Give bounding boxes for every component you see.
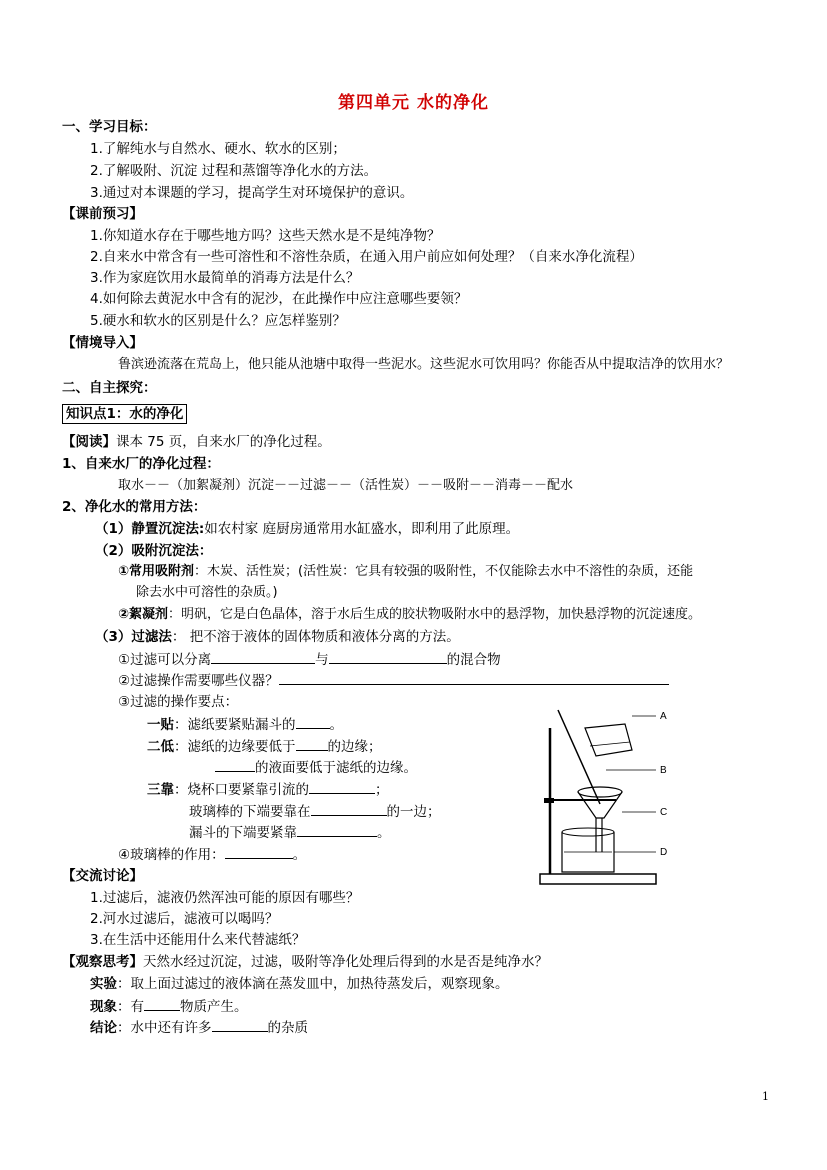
phenomenon-label: 现象 <box>90 999 117 1015</box>
preview-item: 4.如何除去黄泥水中含有的泥沙，在此操作中应注意哪些要领？ <box>90 291 468 307</box>
blank-field[interactable] <box>144 997 180 1011</box>
one-stick-text: ：滤纸要紧贴漏斗的 <box>174 717 296 733</box>
q1-text-c: 的混合物 <box>446 652 501 668</box>
label-a: A <box>660 711 667 722</box>
flocculant-text: ：明矾，它是白色晶体，溶于水后生成的胶状物吸附水中的悬浮物，加快悬浮物的沉淀速度。 <box>168 607 702 622</box>
lean3-text-a: 漏斗的下端要紧靠 <box>189 825 297 841</box>
filtration-q1 <box>118 650 501 669</box>
method-settling-label: （1）静置沉淀法: <box>95 521 205 537</box>
scenario-text: 鲁滨逊流落在荒岛上，他只能从池塘中取得一些泥水。这些泥水可饮用吗？你能否从中提取洁净的饮用水？ <box>118 357 730 372</box>
one-stick-end: 。 <box>329 717 343 733</box>
discuss-item: 3.在生活中还能用什么来代替滤纸？ <box>90 932 306 948</box>
experiment-text: ：取上面过滤过的液体滴在蒸发皿中，加热待蒸发后，观察现象。 <box>117 976 509 992</box>
observe-line <box>62 953 548 971</box>
conclusion-line <box>90 1018 308 1037</box>
page-number: 1 <box>762 1090 769 1103</box>
methods-heading: 2、净化水的常用方法： <box>62 499 207 515</box>
method-filtration-label: （3）过滤法 <box>95 629 172 645</box>
blank-field[interactable] <box>329 650 447 664</box>
two-low-2-text: 的液面要低于滤纸的边缘。 <box>255 760 417 776</box>
observe-heading: 【观察思考】 <box>62 954 143 970</box>
conclusion-text-a: ：水中还有许多 <box>117 1020 212 1036</box>
scenario-heading: 【情境导入】 <box>62 335 143 351</box>
three-lean-end: ； <box>375 782 389 798</box>
observe-text: 天然水经过沉淀，过滤，吸附等净化处理后得到的水是否是纯净水？ <box>143 954 548 970</box>
preview-item: 3.作为家庭饮用水最简单的消毒方法是什么？ <box>90 270 360 286</box>
read-line <box>62 433 331 451</box>
blank-field[interactable] <box>297 823 377 837</box>
three-lean-2 <box>189 802 441 821</box>
preview-item: 5.硬水和软水的区别是什么？应怎样鉴别？ <box>90 313 346 329</box>
label-c: C <box>660 807 668 818</box>
section-2-heading: 二、自主探究： <box>62 380 157 396</box>
q1-text-a: ①过滤可以分离 <box>118 652 212 668</box>
stand-base <box>540 874 656 884</box>
experiment-label: 实验 <box>90 976 117 992</box>
process-flow: 取水－－（加絮凝剂）沉淀－－过滤－－（活性炭）－－吸附－－消毒－－配水 <box>118 478 574 493</box>
q4-text-a: ④玻璃棒的作用： <box>118 847 225 863</box>
adsorbent-label: ①常用吸附剂 <box>118 564 195 579</box>
goal-item: 1.了解纯水与自然水、硬水、软水的区别； <box>90 141 346 157</box>
read-label: 【阅读】 <box>62 434 116 450</box>
lean3-text-b: 。 <box>377 825 391 841</box>
lean2-text-b: 的一边； <box>386 804 441 820</box>
q4-text-b: 。 <box>292 847 307 863</box>
goal-item: 3.通过对本课题的学习，提高学生对环境保护的意识。 <box>90 185 414 201</box>
read-text: 课本 75 页，自来水厂的净化过程。 <box>116 434 331 450</box>
preview-item: 2.自来水中常含有一些可溶性和不溶性杂质，在通入用户前应如何处理？（自来水净化流程） <box>90 249 643 265</box>
three-lean-label: 三靠 <box>147 782 174 798</box>
beaker-liquid <box>590 742 630 746</box>
two-low-label: 二低 <box>147 739 174 755</box>
adsorbent-text: ：木炭、活性炭；(活性炭：它具有较强的吸附性，不仅能除去水中不溶性的杂质，还能 <box>194 564 694 579</box>
flocculant-label: ②絮凝剂 <box>118 607 169 622</box>
process-heading: 1、自来水厂的净化过程： <box>62 456 220 472</box>
pouring-beaker <box>585 724 632 756</box>
page-title: 第四单元 水的净化 <box>338 93 489 113</box>
experiment-line <box>90 975 509 993</box>
discuss-item: 1.过滤后，滤液仍然浑浊可能的原因有哪些？ <box>90 890 360 906</box>
two-low-2 <box>215 758 417 777</box>
blank-field[interactable] <box>311 802 387 816</box>
preview-heading: 【课前预习】 <box>62 206 143 222</box>
blank-field[interactable] <box>225 845 293 859</box>
three-lean-text: ：烧杯口要紧靠引流的 <box>174 782 309 798</box>
discuss-item: 2.河水过滤后，滤液可以喝吗？ <box>90 911 279 927</box>
method-adsorption-label: （2）吸附沉淀法： <box>95 543 213 559</box>
adsorbent-line <box>118 563 693 581</box>
three-lean-3 <box>189 823 391 842</box>
blank-field[interactable] <box>296 737 328 751</box>
blank-field[interactable] <box>279 671 669 685</box>
blank-field[interactable] <box>211 650 315 664</box>
flocculant-line <box>118 606 701 624</box>
two-low-text: ：滤纸的边缘要低于 <box>174 739 296 755</box>
method-settling-text: 如农村家 庭厨房通常用水缸盛水，即利用了此原理。 <box>204 521 520 537</box>
phenomenon-text-b: 物质产生。 <box>180 999 248 1015</box>
label-b: B <box>660 765 667 776</box>
q1-text-b: 与 <box>315 652 329 668</box>
q2-text: ②过滤操作需要哪些仪器？ <box>118 673 279 689</box>
filtration-apparatus-diagram <box>530 700 690 890</box>
knowledge-point-box: 知识点1：水的净化 <box>62 404 187 424</box>
one-stick <box>147 715 343 734</box>
lean2-text-a: 玻璃棒的下端要靠在 <box>189 804 311 820</box>
filtration-q3: ③过滤的操作要点： <box>118 694 239 710</box>
label-d: D <box>660 847 668 858</box>
adsorbent-text-2: 除去水中可溶性的杂质。) <box>136 585 278 600</box>
conclusion-label: 结论 <box>90 1020 117 1036</box>
method-filtration-text: ： 把不溶于液体的固体物质和液体分离的方法。 <box>171 629 460 645</box>
three-lean <box>147 780 389 799</box>
conclusion-text-b: 的杂质 <box>267 1020 308 1036</box>
goal-item: 2.了解吸附、沉淀 过程和蒸馏等净化水的方法。 <box>90 163 378 179</box>
blank-field[interactable] <box>212 1018 268 1032</box>
blank-field[interactable] <box>296 715 330 729</box>
phenomenon-text-a: ：有 <box>117 999 144 1015</box>
filtration-q4 <box>118 845 306 864</box>
method-settling <box>95 520 519 538</box>
discuss-heading: 【交流讨论】 <box>62 868 143 884</box>
method-filtration <box>95 628 460 646</box>
blank-field[interactable] <box>215 758 255 772</box>
section-1-heading: 一、学习目标： <box>62 119 157 135</box>
phenomenon-line <box>90 997 248 1016</box>
preview-item: 1.你知道水存在于哪些地方吗？这些天然水是不是纯净物？ <box>90 228 441 244</box>
receiving-beaker-rim <box>562 828 614 836</box>
filtration-q2 <box>118 671 669 690</box>
clamp <box>544 798 554 803</box>
funnel-rim <box>578 787 622 797</box>
blank-field[interactable] <box>309 780 375 794</box>
two-low <box>147 737 382 756</box>
one-stick-label: 一贴 <box>147 717 174 733</box>
two-low-end: 的边缘； <box>327 739 382 755</box>
